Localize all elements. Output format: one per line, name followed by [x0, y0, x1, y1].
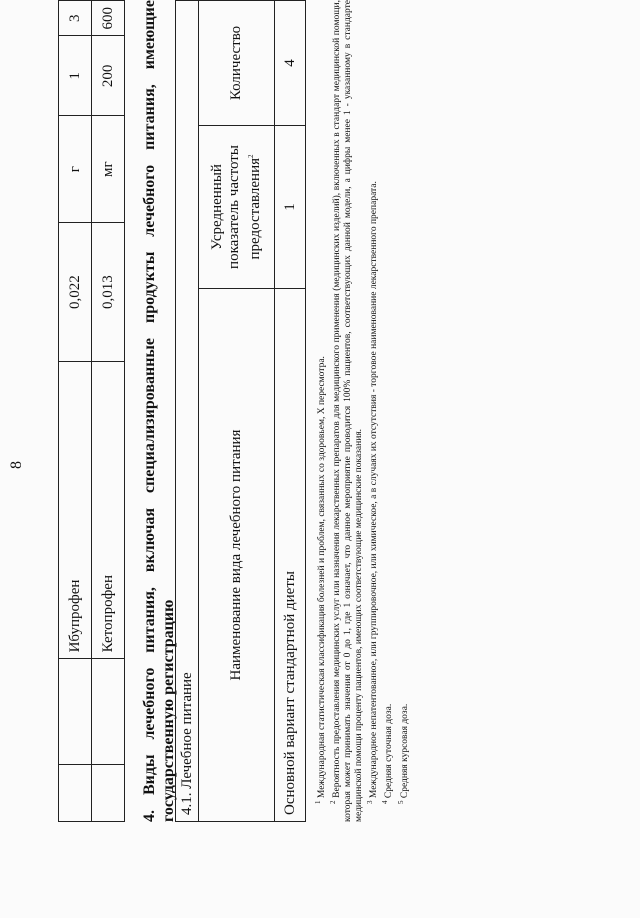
table-row [275, 1, 306, 822]
drug-sdd: 1 [59, 36, 92, 116]
empty-cell [92, 659, 125, 765]
drug-ckd: 600 [92, 1, 125, 37]
drug-frequency: 0,013 [92, 223, 125, 362]
footnote-text: Вероятность предоставления медицинских услуг или назначения лекарственных препаратов для медицинского применения (медицинских изделий), включенных в стандарт медицинской помощи, которая может принимать значения от 0 до 1, где 1 означает, что данное мероприятие проводится 100% пациентов, соответствующих данной модели, а цифры менее 1 - указанному в стандарте медицинской помощи проценту пациентов, имеющих соответствующие медицинские показания. [332, 0, 365, 822]
footnote-4 [380, 0, 395, 822]
header-name: Наименование вида лечебного питания [199, 289, 275, 822]
drug-unit: мг [92, 116, 125, 223]
footnote-text: Международная статистическая классификация болезней и проблем, связанных со здоровьем, X пересмотра. [317, 356, 328, 799]
header-frequency-text: Усредненный показатель частоты предоставления [209, 145, 263, 269]
table-row [92, 1, 125, 822]
drug-frequency: 0,022 [59, 223, 92, 362]
empty-cell [59, 659, 92, 765]
section-heading: 4. Виды лечебного питания, включая специализированные продукты лечебного питания, имеющие государственную регистрацию [141, 0, 177, 822]
drug-unit: г [59, 116, 92, 223]
footnote-5 [396, 0, 411, 822]
empty-cell [92, 765, 125, 822]
table-row [176, 1, 199, 822]
table-header-row [199, 1, 275, 822]
footnote-mark: 3 [366, 800, 375, 804]
footnote-2 [328, 0, 365, 822]
nutrition-table [175, 0, 306, 822]
drug-table [58, 0, 125, 822]
page-number: 8 [8, 461, 25, 469]
drug-name: Кетопрофен [92, 362, 125, 659]
footnote-text: Средняя суточная доза. [384, 703, 395, 799]
header-frequency [199, 126, 275, 289]
table-row [59, 1, 92, 822]
drug-sdd: 200 [92, 36, 125, 116]
footnote-mark: 4 [381, 800, 390, 804]
footnotes [313, 0, 411, 822]
footnote-text: Международное непатентованное, или группировочное, или химическое, а в случаях их отсутствия - торговое наименование лекарственного препарата. [369, 181, 380, 799]
footnote-mark: 1 [314, 800, 322, 804]
subsection-title: 4.1. Лечебное питание [176, 1, 199, 822]
footnote-1 [313, 0, 328, 822]
footnote-3 [365, 0, 380, 822]
diet-quantity: 4 [275, 1, 306, 126]
footnote-text: Средняя курсовая доза. [399, 703, 410, 799]
footnote-mark: 2 [329, 800, 338, 804]
diet-name: Основной вариант стандартной диеты [275, 289, 306, 822]
diet-frequency: 1 [275, 126, 306, 289]
drug-ckd: 3 [59, 1, 92, 37]
header-quantity: Количество [199, 1, 275, 126]
drug-name: Ибупрофен [59, 362, 92, 659]
footnote-mark: 2 [247, 154, 255, 158]
empty-cell [59, 765, 92, 822]
footnote-mark: 5 [396, 800, 405, 804]
